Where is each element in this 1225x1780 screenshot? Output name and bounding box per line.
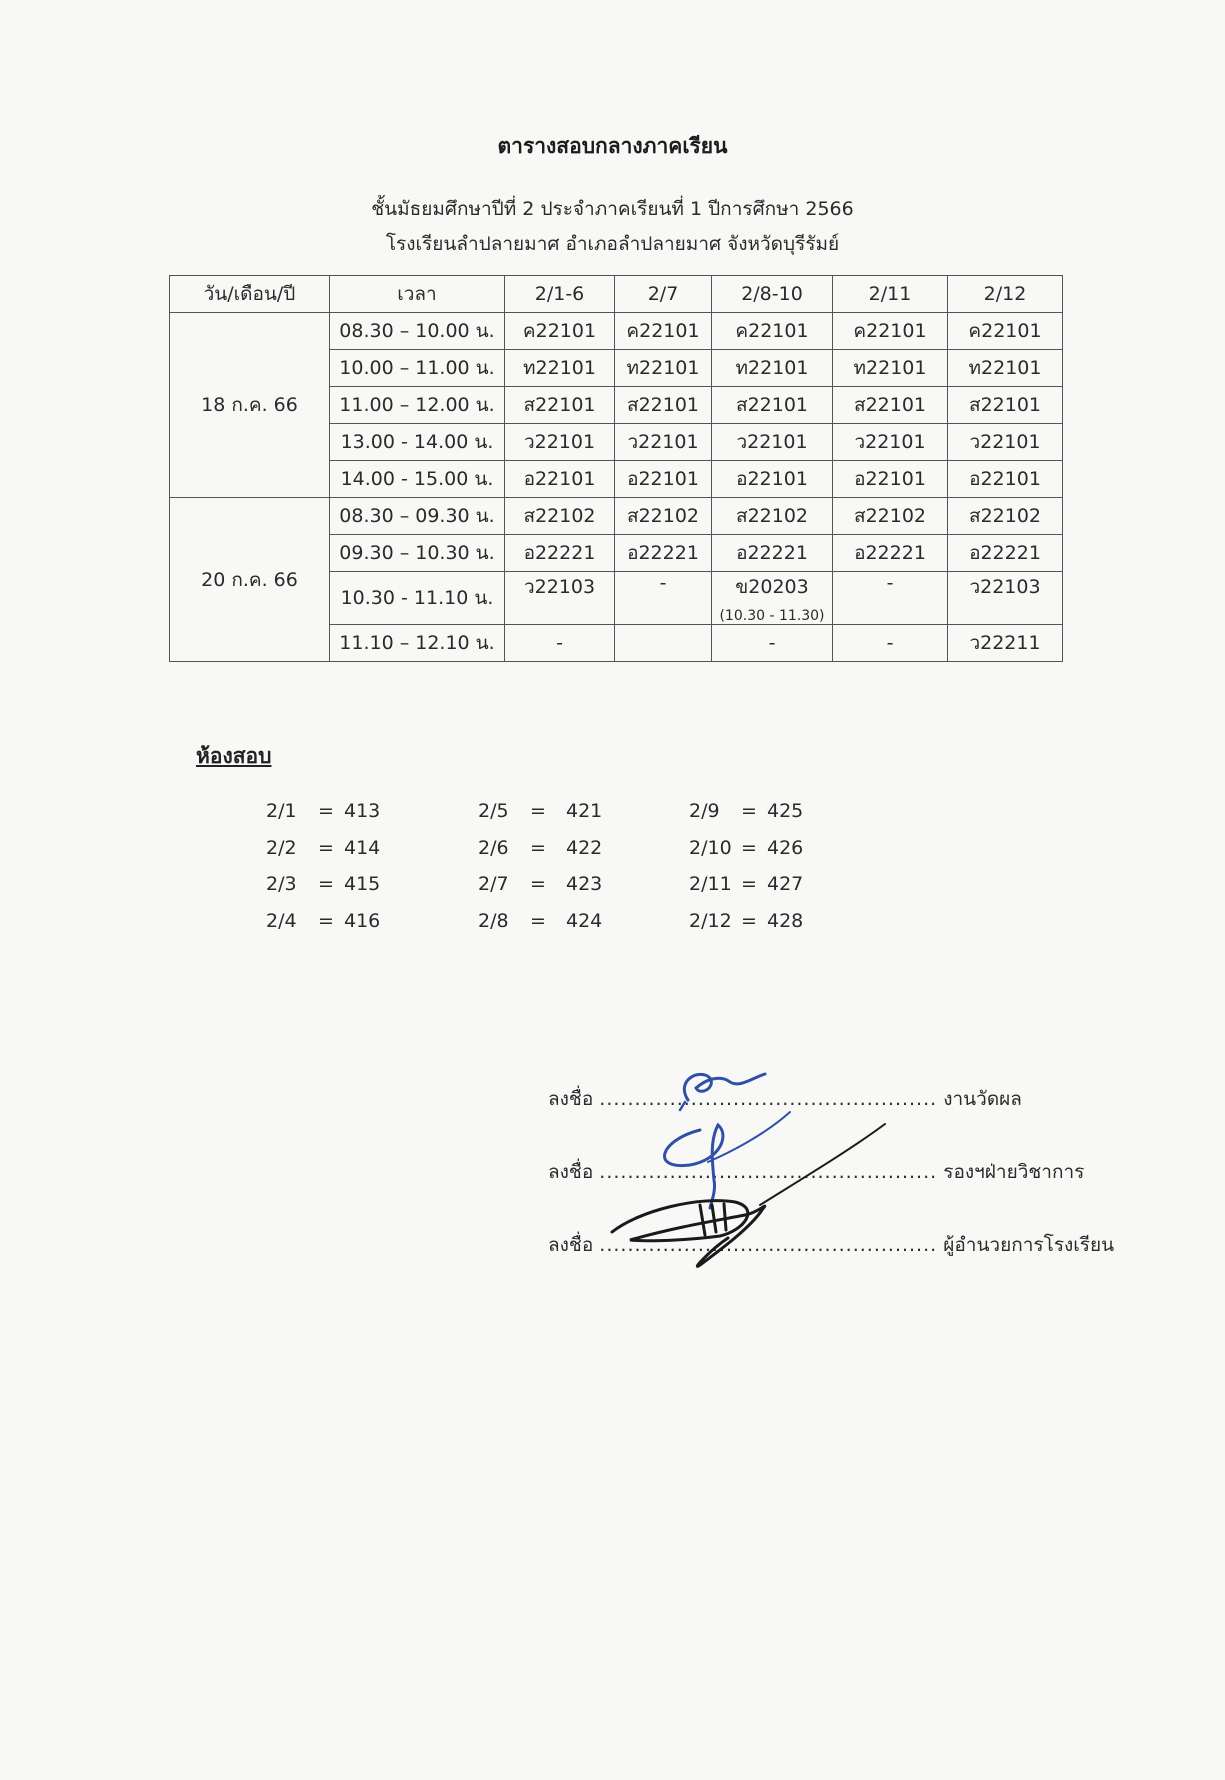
room-number: 413	[344, 800, 381, 822]
room-class: 2/6	[478, 836, 509, 859]
subject-cell: ส22101	[712, 387, 833, 424]
signature-line-deputy	[548, 1157, 1084, 1187]
room-list-column-3	[689, 800, 817, 946]
room-number: 427	[767, 873, 804, 895]
room-class: 2/1	[266, 800, 297, 822]
room-number: 421	[566, 800, 603, 822]
time-cell: 13.00 - 14.00 น.	[330, 424, 505, 461]
rooms-heading: ห้องสอบ	[196, 744, 272, 768]
list-item	[689, 837, 817, 874]
list-item	[478, 837, 616, 874]
subject-cell: ว22103	[505, 572, 615, 625]
room-number: 428	[767, 909, 804, 932]
subject-cell: -	[615, 572, 712, 625]
list-item	[266, 873, 394, 910]
time-cell: 11.00 – 12.00 น.	[330, 387, 505, 424]
list-item	[266, 800, 394, 837]
signer-role: รองฯฝ่ายวิชาการ	[943, 1161, 1085, 1183]
header-time: เวลา	[330, 276, 505, 313]
subject-cell: อ22221	[833, 535, 948, 572]
subject-cell: ค22101	[505, 313, 615, 350]
room-class: 2/7	[478, 873, 509, 895]
equals-sign: =	[741, 836, 757, 859]
header-class-2-1-6: 2/1-6	[505, 276, 615, 313]
subject-cell: ว22211	[948, 625, 1063, 662]
subject-cell: ค22101	[833, 313, 948, 350]
room-class: 2/3	[266, 873, 297, 895]
list-item	[689, 800, 817, 837]
subject-cell: ท22101	[948, 350, 1063, 387]
subject-cell: ส22102	[505, 498, 615, 535]
subject-cell: ส22101	[615, 387, 712, 424]
room-class: 2/12	[689, 909, 732, 932]
subject-cell: -	[833, 572, 948, 625]
room-class: 2/5	[478, 800, 509, 822]
sign-label: ลงชื่อ	[548, 1234, 594, 1256]
room-number: 422	[566, 836, 603, 859]
list-item	[266, 837, 394, 874]
subject-cell: ส22102	[833, 498, 948, 535]
equals-sign: =	[741, 873, 757, 895]
room-list-column-1	[266, 800, 394, 946]
subject-cell: ส22102	[948, 498, 1063, 535]
table-header-row	[170, 276, 1063, 313]
subject-cell: อ22221	[712, 535, 833, 572]
room-class: 2/2	[266, 836, 297, 859]
list-item	[478, 910, 616, 947]
equals-sign: =	[318, 909, 334, 932]
sign-label: ลงชื่อ	[548, 1161, 594, 1183]
equals-sign: =	[318, 836, 334, 859]
header-class-2-7: 2/7	[615, 276, 712, 313]
subject-cell	[615, 625, 712, 662]
equals-sign: =	[318, 800, 334, 822]
page-title: ตารางสอบกลางภาคเรียน	[497, 134, 728, 158]
time-cell: 08.30 – 09.30 น.	[330, 498, 505, 535]
subject-cell: ค22101	[615, 313, 712, 350]
subject-cell: ท22101	[505, 350, 615, 387]
subject-cell: อ22101	[615, 461, 712, 498]
subject-cell: ท22101	[712, 350, 833, 387]
list-item	[478, 800, 616, 837]
room-number: 424	[566, 909, 603, 932]
signature-dots: ................................................	[599, 1234, 938, 1256]
room-number: 414	[344, 836, 381, 859]
subject-cell: ส22102	[712, 498, 833, 535]
subject-cell: ว22103	[948, 572, 1063, 625]
subject-cell: ว22101	[712, 424, 833, 461]
room-class: 2/11	[689, 873, 732, 895]
signature-dots: ................................................	[599, 1161, 938, 1183]
list-item	[266, 910, 394, 947]
date-cell: 20 ก.ค. 66	[170, 498, 330, 662]
signature-stroke	[708, 1112, 790, 1162]
subject-cell: -	[833, 625, 948, 662]
date-cell: 18 ก.ค. 66	[170, 313, 330, 498]
equals-sign: =	[530, 836, 546, 859]
header-class-2-12: 2/12	[948, 276, 1063, 313]
table-row	[170, 313, 1063, 350]
list-item	[689, 910, 817, 947]
room-number: 415	[344, 873, 381, 895]
subject-cell: ว22101	[615, 424, 712, 461]
header-class-2-8-10: 2/8-10	[712, 276, 833, 313]
subject-cell: ค22101	[948, 313, 1063, 350]
room-number: 426	[767, 836, 804, 859]
subject-cell: อ22221	[948, 535, 1063, 572]
subject-cell-with-note	[712, 572, 833, 625]
list-item	[478, 873, 616, 910]
subject-cell: อ22101	[948, 461, 1063, 498]
subject-cell: -	[505, 625, 615, 662]
signature-dots: ................................................	[599, 1088, 938, 1110]
equals-sign: =	[318, 873, 334, 895]
time-cell: 10.00 – 11.00 น.	[330, 350, 505, 387]
equals-sign: =	[530, 800, 546, 822]
equals-sign: =	[741, 800, 757, 822]
subject-code: ข20203	[735, 576, 809, 598]
signer-role: ผู้อำนวยการโรงเรียน	[943, 1234, 1115, 1256]
signature-line-measurement	[548, 1084, 1022, 1114]
sign-label: ลงชื่อ	[548, 1088, 594, 1110]
time-cell: 08.30 – 10.00 น.	[330, 313, 505, 350]
time-cell: 10.30 - 11.10 น.	[330, 572, 505, 625]
room-class: 2/4	[266, 909, 297, 932]
signature-line-director	[548, 1230, 1114, 1260]
room-list-column-2	[478, 800, 616, 946]
subject-cell: อ22221	[615, 535, 712, 572]
list-item	[689, 873, 817, 910]
subject-cell: ส22101	[948, 387, 1063, 424]
exam-schedule-table	[169, 275, 1063, 662]
table-row	[170, 498, 1063, 535]
subject-cell: ว22101	[948, 424, 1063, 461]
subject-cell: ท22101	[615, 350, 712, 387]
room-class: 2/10	[689, 836, 732, 859]
room-number: 423	[566, 873, 603, 895]
subtitle-school: โรงเรียนลำปลายมาศ อำเภอลำปลายมาศ จังหวัดบุรีรัมย์	[385, 233, 840, 255]
subject-cell: -	[712, 625, 833, 662]
room-number: 425	[767, 800, 804, 822]
subject-cell: ว22101	[833, 424, 948, 461]
subject-cell: อ22101	[712, 461, 833, 498]
subject-cell: ส22102	[615, 498, 712, 535]
room-class: 2/9	[689, 800, 720, 822]
subject-cell: อ22101	[505, 461, 615, 498]
room-class: 2/8	[478, 909, 509, 932]
signer-role: งานวัดผล	[943, 1088, 1022, 1110]
time-note: (10.30 - 11.30)	[719, 608, 825, 624]
header-class-2-11: 2/11	[833, 276, 948, 313]
subject-cell: อ22101	[833, 461, 948, 498]
subject-cell: ส22101	[505, 387, 615, 424]
time-cell: 09.30 – 10.30 น.	[330, 535, 505, 572]
equals-sign: =	[530, 873, 546, 895]
room-number: 416	[344, 909, 381, 932]
subject-cell: ส22101	[833, 387, 948, 424]
time-cell: 14.00 - 15.00 น.	[330, 461, 505, 498]
subject-cell: ท22101	[833, 350, 948, 387]
subject-cell: อ22221	[505, 535, 615, 572]
subject-cell: ค22101	[712, 313, 833, 350]
equals-sign: =	[741, 909, 757, 932]
subject-cell: ว22101	[505, 424, 615, 461]
subtitle-grade-term: ชั้นมัธยมศึกษาปีที่ 2 ประจำภาคเรียนที่ 1 ปีการศึกษา 2566	[371, 198, 854, 220]
equals-sign: =	[530, 909, 546, 932]
time-cell: 11.10 – 12.10 น.	[330, 625, 505, 662]
header-date: วัน/เดือน/ปี	[170, 276, 330, 313]
